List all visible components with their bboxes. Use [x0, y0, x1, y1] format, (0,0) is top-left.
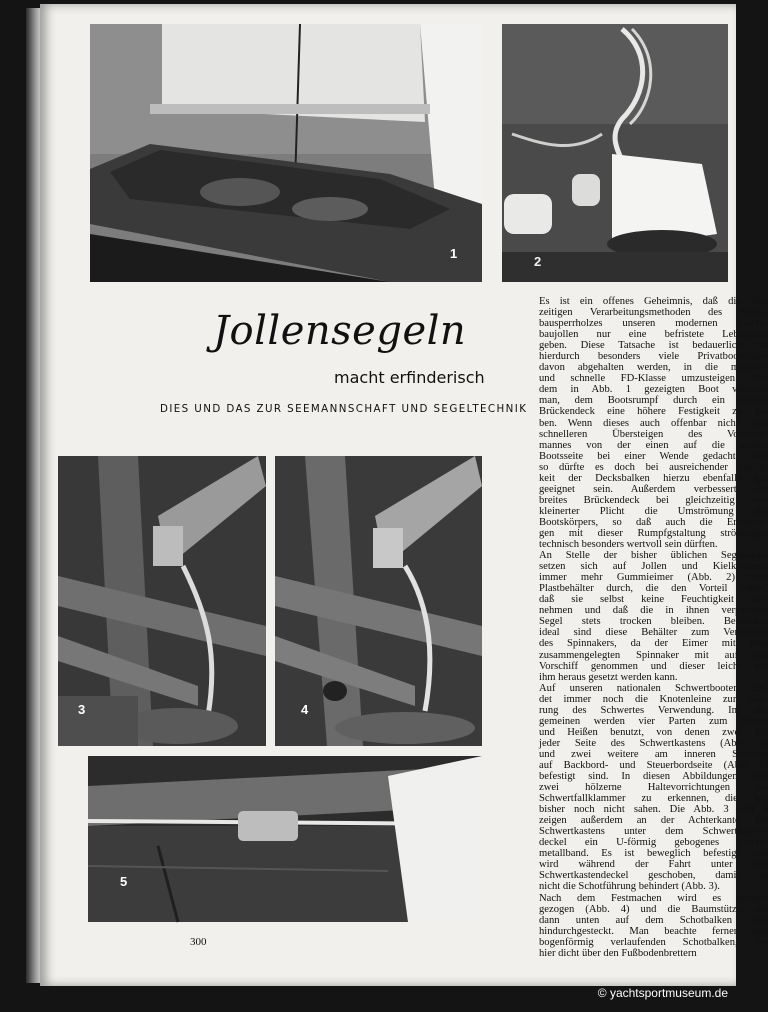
article-line: Es ist ein offenes Geheimnis, daß die der-	[539, 296, 768, 307]
article-line: des Spinnakers, da der Eimer mit dem	[539, 638, 768, 650]
article-line: und Heißen benutzt, von denen zwei auf	[539, 726, 768, 738]
figure-5-number: 5	[120, 874, 128, 889]
article-line: Bootsseite bei einer Wende gedacht war,	[539, 450, 768, 462]
article-line: dann unten auf dem Schotbalken ruht,	[539, 914, 768, 926]
article-line: nehmen und daß die in ihnen verpackten	[539, 605, 768, 617]
bucket-illustration	[502, 24, 728, 282]
article-line: und zwei weitere am inneren Süllrand	[539, 748, 768, 760]
article-line: zeigen außerdem an der Achterkante des	[539, 815, 768, 827]
figure-4-photo	[275, 456, 482, 746]
centreboard-case-illustration-a	[58, 456, 266, 746]
figure-2-number: 2	[534, 254, 542, 269]
article-line: breites Brückendeck bei gleichzeitig ver-	[539, 494, 768, 506]
article-line: auf Backbord- und Steuerbordseite (Abb. 5)	[539, 759, 768, 771]
article-title: Jollensegeln	[213, 308, 467, 354]
article-line: Auf unseren nationalen Schwertbooten fin-	[539, 682, 768, 694]
article-line: Schwertkastens unter dem Schwertkasten-	[539, 826, 768, 838]
article-line: technisch besonders wertvoll sein dürften.	[539, 539, 718, 551]
figure-4-number: 4	[301, 702, 309, 717]
figure-1-number: 1	[450, 246, 458, 261]
article-line: setzen sich auf Jollen und Kielkreuzern	[539, 561, 768, 573]
article-line: Vorschiff genommen und dieser leicht aus	[539, 660, 768, 672]
article-subtitle: macht erfinderisch	[334, 368, 485, 387]
article-line: gen mit dieser Rumpfgstaltung strömungs-	[539, 527, 768, 539]
figure-5-photo	[88, 756, 482, 922]
article-line: Segel stets trocken bleiben. Besonders	[539, 616, 768, 628]
article-line: so dürfte es doch bei ausreichender Festig-	[539, 461, 768, 473]
article-line: hier dicht über den Fußbodenbrettern	[539, 947, 697, 959]
article-line: und schnelle FD-Klasse umzusteigen. Bei	[539, 373, 768, 385]
article-line: Schwertkastendeckel geschoben, damit es	[539, 870, 768, 882]
article-kicker: DIES UND DAS ZUR SEEMANNSCHAFT UND SEGELTECHNIK	[160, 403, 528, 415]
article-line: keit der Decksbalken hierzu ebenfalls gut	[539, 472, 768, 484]
article-line: bausperrholzes unseren modernen Leicht-	[539, 318, 768, 330]
article-line: Brückendeck eine höhere Festigkeit zu ge-	[539, 406, 768, 418]
article-line: kleinerter Plicht die Umströmung des	[539, 505, 768, 517]
article-line: befestigt sind. In diesen Abbildungen sind	[539, 771, 768, 783]
article-line: Bootskörpers, so daß auch die Erfahrun-	[539, 516, 768, 528]
article-line: gezogen (Abb. 4) und die Baumstütze, die	[539, 903, 768, 915]
article-line: davon abgehalten werden, in die moderne	[539, 362, 768, 374]
article-line: dem in Abb. 1 gezeigten Boot versucht	[539, 384, 768, 396]
article-line: zwei hölzerne Haltevorrichtungen als	[539, 782, 768, 794]
article-line: daß sie selbst keine Feuchtigkeit auf-	[539, 594, 768, 606]
article-line: rung des Schwertes Verwendung. Im all-	[539, 704, 768, 716]
article-line: nicht die Schotführung behindert (Abb. 3).	[539, 881, 720, 893]
magazine-page	[40, 4, 768, 986]
article-line: ihm heraus gesetzt werden kann.	[539, 671, 678, 683]
page-number: 300	[190, 936, 207, 948]
article-line: Plastbehälter durch, die den Vorteil haben,	[539, 583, 768, 595]
figure-3-photo	[58, 456, 266, 746]
figure-3-number: 3	[78, 702, 86, 717]
article-line: wird während der Fahrt unter den	[539, 859, 768, 871]
article-line: mannes von der einen auf die andere	[539, 439, 768, 451]
article-line: zeitigen Verarbeitungsmethoden des Boots-	[539, 307, 768, 319]
figure-1-photo	[90, 24, 482, 282]
article-line: baujollen nur eine befristete Lebenszeit	[539, 329, 768, 341]
article-line: bogenförmig verlaufenden Schotbalken, der	[539, 936, 768, 948]
article-line: zusammengelegten Spinnaker mit auf das	[539, 649, 768, 661]
article-line: ben. Wenn dieses auch offenbar nicht zum	[539, 417, 768, 429]
article-line: deckel ein U-förmig gebogenes Leicht-	[539, 837, 768, 849]
article-line: man, dem Bootsrumpf durch ein breites	[539, 395, 768, 407]
article-line: An Stelle der bisher üblichen Segelsäcke	[539, 550, 768, 562]
article-line: schnelleren Übersteigen des Vorschot-	[539, 428, 768, 440]
article-line: geeignet sein. Außerdem verbessert ein	[539, 483, 768, 495]
article-line: gemeinen werden vier Parten zum Fieren	[539, 715, 768, 727]
article-line: geben. Diese Tatsache ist bedauerlich, da	[539, 340, 768, 352]
article-line: det immer noch die Knotenleine zur Füh-	[539, 693, 768, 705]
article-line: hindurchgesteckt. Man beachte ferner den	[539, 925, 768, 937]
watermark: © yachtsportmuseum.de	[597, 986, 728, 1000]
article-line: Schwertfallklammer zu erkennen, die wir	[539, 793, 768, 805]
article-line: ideal sind diese Behälter zum Verpacken	[539, 627, 768, 639]
article-line: hierdurch besonders viele Privatbooteigner	[539, 351, 768, 363]
article-line: immer mehr Gummieimer (Abb. 2) oder	[539, 572, 768, 584]
knot-line-illustration	[88, 756, 482, 922]
article-line: metallband. Es ist beweglich befestigt und	[539, 848, 768, 860]
article-line: Nach dem Festmachen wird es heraus-	[539, 892, 768, 904]
dinghy-illustration	[90, 24, 482, 282]
article-body	[539, 296, 768, 959]
article-line: bisher noch nicht sahen. Die Abb. 3 und 4	[539, 804, 768, 816]
figure-2-photo	[502, 24, 728, 282]
article-line: jeder Seite des Schwertkastens (Abb. 3)	[539, 737, 768, 749]
